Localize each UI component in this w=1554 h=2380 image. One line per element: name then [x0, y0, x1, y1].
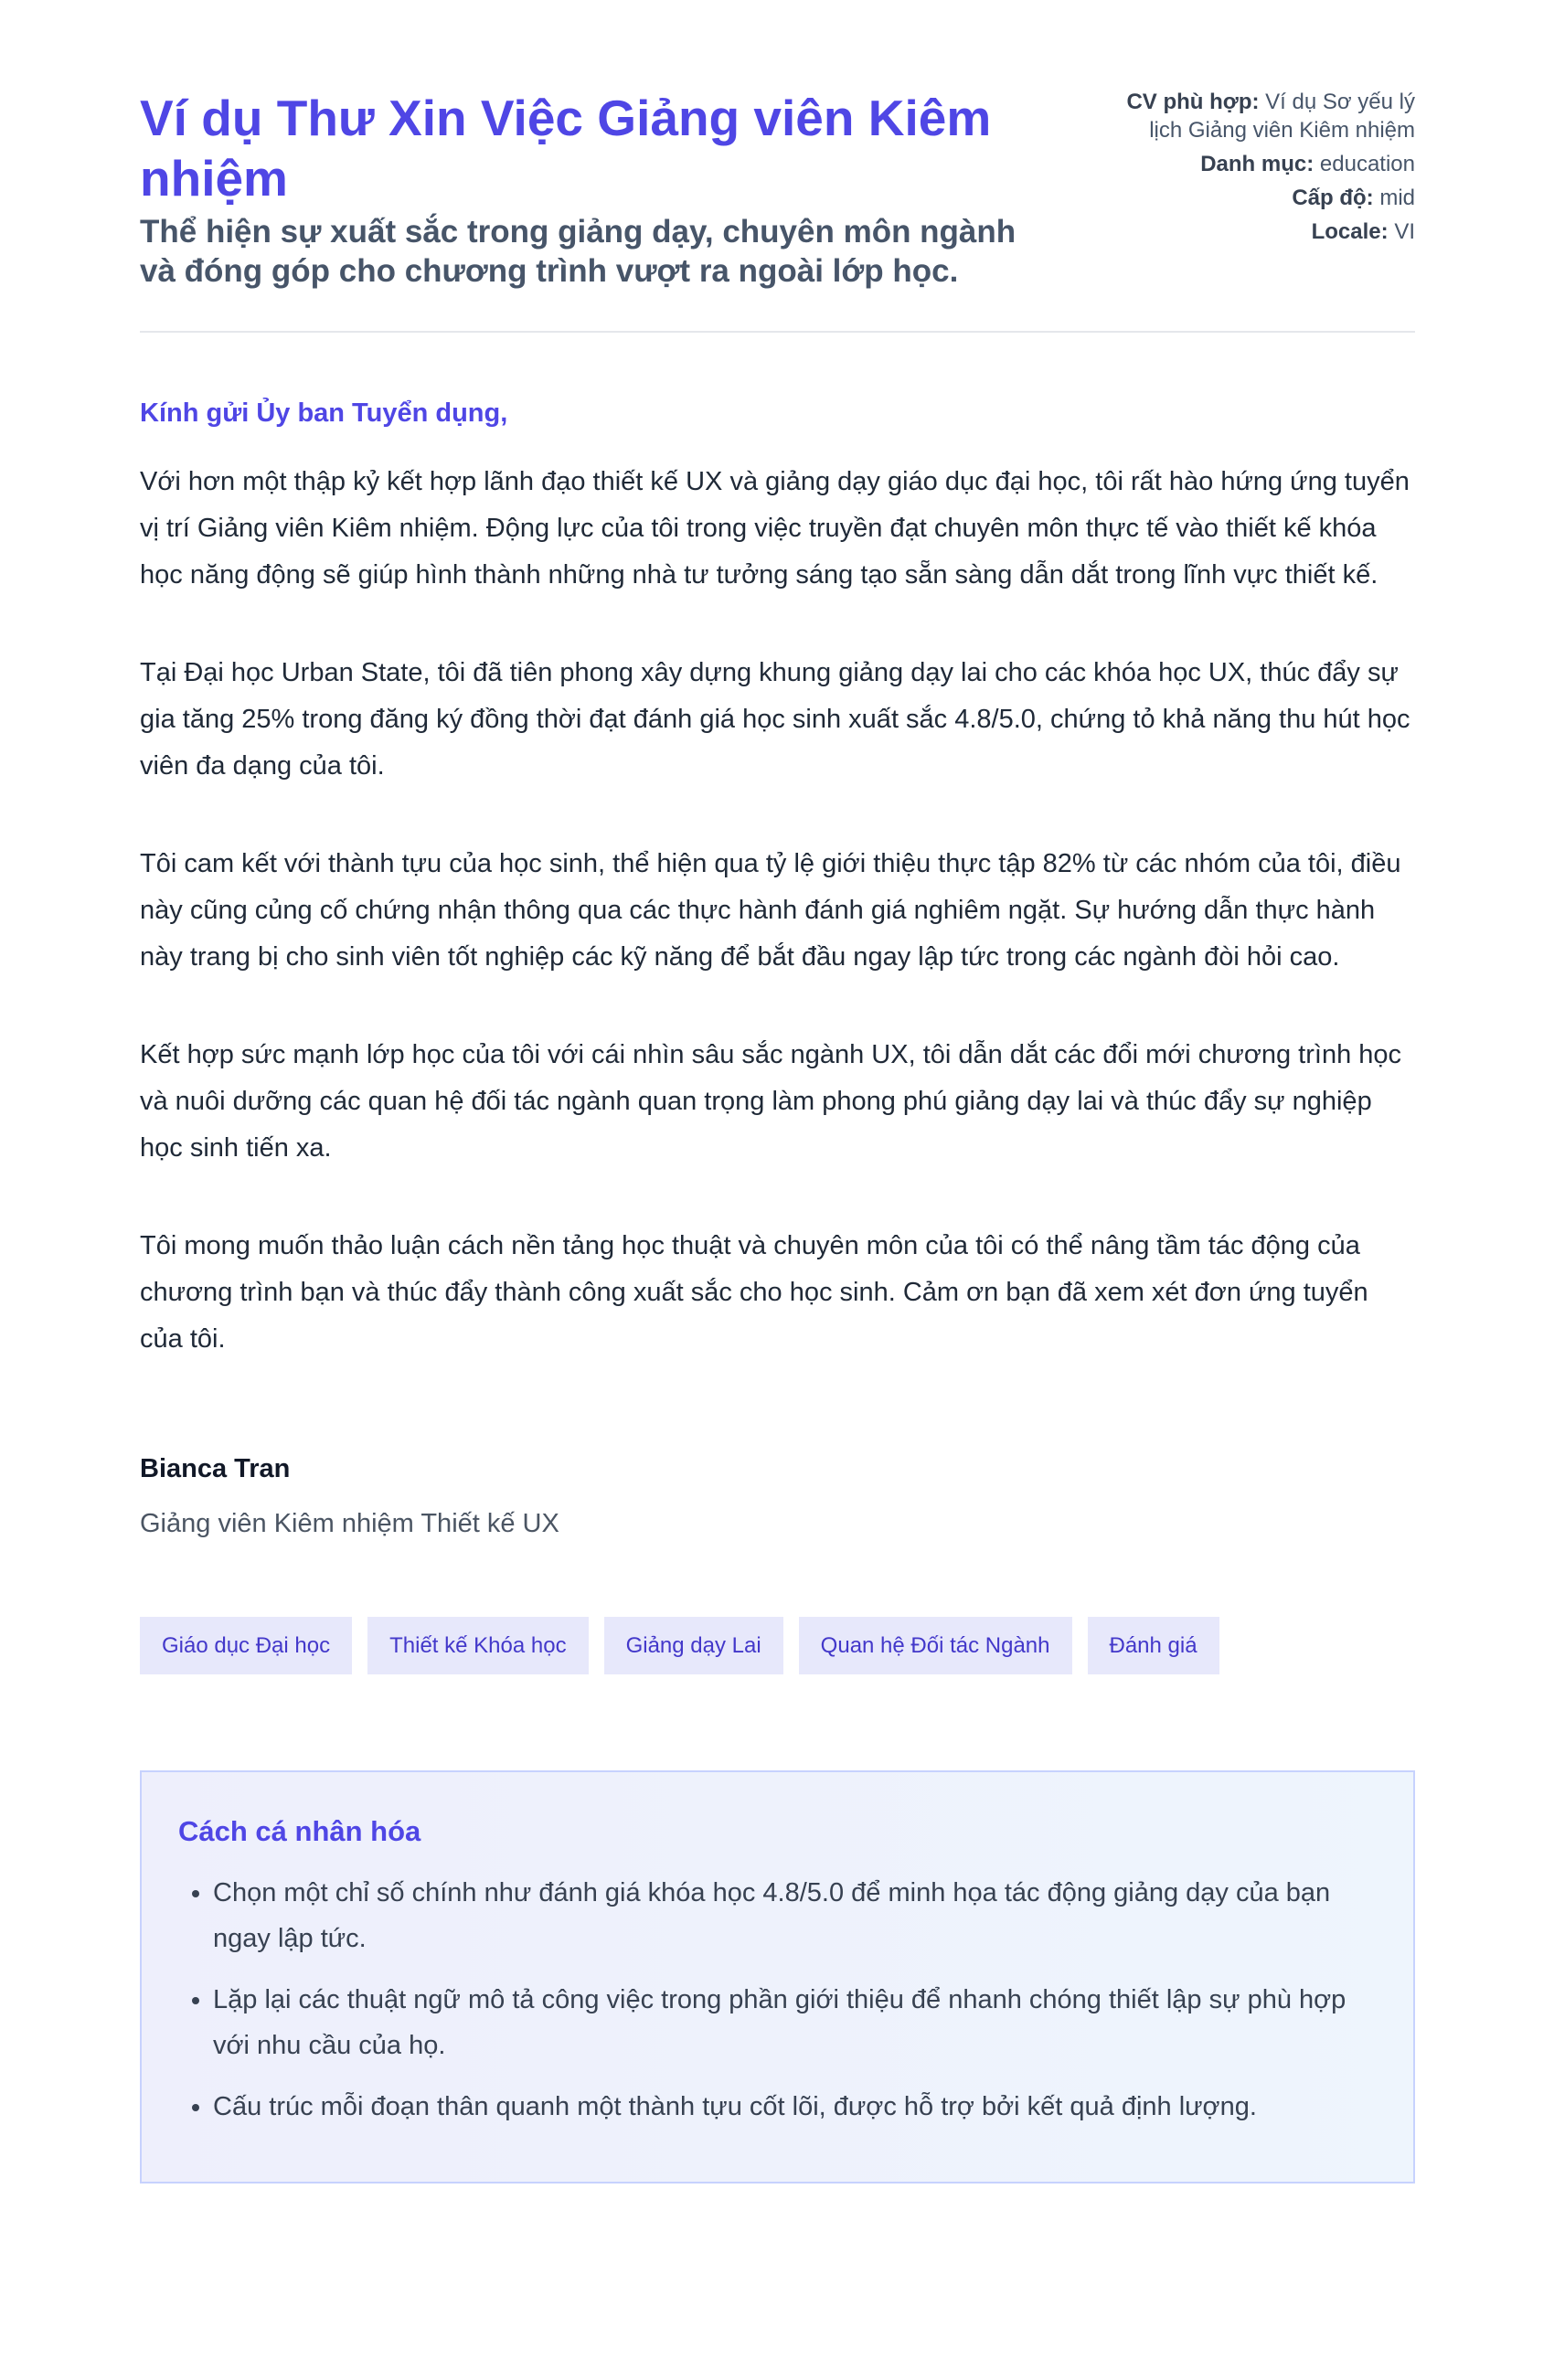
tip-item: • Cấu trúc mỗi đoạn thân quanh một thành tựu cốt lõi, được hỗ trợ bởi kết quả định lượng.: [213, 2084, 1377, 2130]
letter-paragraph: Kết hợp sức mạnh lớp học của tôi với cái nhìn sâu sắc ngành UX, tôi dẫn dắt các đổi mới chương trình học và nuôi dưỡng các quan hệ đối tác ngành quan trọng làm phong phú giảng dạy lai và thúc đẩy sự nghiệp học sinh tiến xa.: [140, 1040, 1402, 1163]
letter-paragraph: Với hơn một thập kỷ kết hợp lãnh đạo thiết kế UX và giảng dạy giáo dục đại học, tôi rất hào hứng ứng tuyển vị trí Giảng viên Kiêm nhiệm. Động lực của tôi trong việc truyền đạt chuyên môn thực tế vào thiết kế khóa học năng động sẽ giúp hình thành những nhà tư tưởng sáng tạo sẵn sàng dẫn dắt trong lĩnh vực thiết kế.: [140, 467, 1410, 590]
meta-matching-cv: CV phù hợp: Ví dụ Sơ yếu lý lịch Giảng viên Kiêm nhiệm: [1126, 90, 1415, 143]
signature-name: Bianca Tran: [140, 1454, 291, 1483]
letter-paragraph: Tôi cam kết với thành tựu của học sinh, thể hiện qua tỷ lệ giới thiệu thực tập 82% từ các nhóm của tôi, điều này cũng củng cố chứng nhận thông qua các thực hành đánh giá nghiêm ngặt. Sự hướng dẫn thực hành này trang bị cho sinh viên tốt nghiệp các kỹ năng để bắt đầu ngay lập tức trong các ngành đòi hỏi cao.: [140, 849, 1401, 972]
header: [140, 0, 1415, 333]
meta-level: Cấp độ: mid: [1292, 186, 1415, 210]
letter-paragraph: Tôi mong muốn thảo luận cách nền tảng học thuật và chuyên môn của tôi có thể nâng tầm tác động của chương trình bạn và thúc đẩy thành công xuất sắc cho học sinh. Cảm ơn bạn đã xem xét đơn ứng tuyển của tôi.: [140, 1231, 1368, 1354]
page-title: Ví dụ Thư Xin Việc Giảng viên Kiêm nhiệm: [140, 90, 992, 207]
tip-item: • Lặp lại các thuật ngữ mô tả công việc trong phần giới thiệu để nhanh chóng thiết lập sự phù hợp với nhu cầu của họ.: [213, 1977, 1377, 2068]
tag: Đánh giá: [1088, 1617, 1219, 1674]
meta-category: Danh mục: education: [1200, 152, 1415, 176]
personalization-tips: [140, 1770, 1415, 2183]
tips-list: [178, 1870, 1377, 2130]
letter-paragraph: Tại Đại học Urban State, tôi đã tiên phong xây dựng khung giảng dạy lai cho các khóa học UX, thúc đẩy sự gia tăng 25% trong đăng ký đồng thời đạt đánh giá học sinh xuất sắc 4.8/5.0, chứng tỏ khả năng thu hút học viên đa dạng của tôi.: [140, 658, 1410, 781]
meta-panel: [1104, 88, 1415, 291]
tips-heading: Cách cá nhân hóa: [178, 1815, 421, 1847]
salutation: Kính gửi Ủy ban Tuyển dụng,: [140, 398, 508, 428]
title-block: [140, 88, 1054, 291]
cover-letter-page: [140, 0, 1415, 2183]
tag: Giáo dục Đại học: [140, 1617, 352, 1674]
tag-list: [140, 1617, 1415, 1674]
page-subtitle: Thể hiện sự xuất sắc trong giảng dạy, chuyên môn ngành và đóng góp cho chương trình vượt ra ngoài lớp học.: [140, 214, 1016, 289]
tag: Thiết kế Khóa học: [367, 1617, 588, 1674]
tip-item: • Chọn một chỉ số chính như đánh giá khóa học 4.8/5.0 để minh họa tác động giảng dạy của bạn ngay lập tức.: [213, 1870, 1377, 1961]
tag: Giảng dạy Lai: [604, 1617, 783, 1674]
matching-cv-link[interactable]: Ví dụ Sơ yếu lý lịch Giảng viên Kiêm nhiệm: [1149, 90, 1415, 143]
signature-role: Giảng viên Kiêm nhiệm Thiết kế UX: [140, 1509, 559, 1538]
meta-locale: Locale: VI: [1311, 219, 1415, 244]
tag: Quan hệ Đối tác Ngành: [799, 1617, 1072, 1674]
